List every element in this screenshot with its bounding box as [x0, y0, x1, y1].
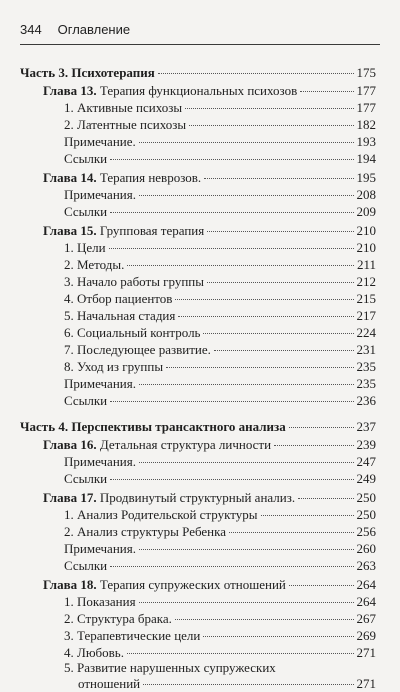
item-number: 1.: [64, 507, 74, 522]
item-title: Примечания.: [64, 541, 136, 556]
chapter-title: Терапия неврозов.: [99, 170, 202, 185]
item-number: 5.: [64, 660, 74, 675]
toc-item: [64, 594, 376, 610]
item-number: 6.: [64, 325, 74, 340]
dot-leader: [261, 515, 354, 516]
dot-leader: [214, 350, 354, 351]
page-ref: 210: [356, 240, 376, 255]
dot-leader: [143, 684, 353, 685]
dot-leader: [127, 653, 354, 654]
item-number: 3.: [64, 628, 74, 643]
item-title: Ссылки: [64, 471, 108, 486]
dot-leader: [289, 585, 354, 586]
toc-item: [64, 117, 376, 133]
item-number: 4.: [64, 645, 74, 660]
page-ref: 250: [356, 490, 376, 505]
page-ref: 267: [356, 611, 376, 626]
page-ref: 256: [356, 524, 376, 539]
item-number: 2.: [64, 257, 74, 272]
toc-item: [64, 471, 376, 487]
page-ref: 235: [356, 359, 376, 374]
dot-leader: [203, 636, 353, 637]
toc-item: [64, 134, 376, 150]
chapter-label: Глава 15.: [43, 223, 97, 238]
chapter-label: Глава 17.: [43, 490, 97, 505]
dot-leader: [110, 212, 353, 213]
item-title: Цели: [77, 240, 106, 255]
item-title: Показания: [77, 594, 136, 609]
header-rule: [20, 44, 380, 45]
page-ref: 264: [356, 577, 376, 592]
page-ref: 212: [356, 274, 376, 289]
page-ref: 210: [356, 223, 376, 238]
toc-item: [64, 393, 376, 409]
item-number: 2.: [64, 117, 74, 132]
dot-leader: [110, 566, 353, 567]
item-number: 1.: [64, 594, 74, 609]
page-ref: 271: [356, 645, 376, 660]
page-ref: 193: [356, 134, 376, 149]
toc-chapter-17: [43, 490, 376, 506]
toc-chapter-16: [43, 437, 376, 453]
dot-leader: [175, 299, 353, 300]
item-title: Латентные психозы: [77, 117, 187, 132]
dot-leader: [175, 619, 354, 620]
toc-item: [64, 151, 376, 167]
dot-leader: [274, 445, 353, 446]
chapter-title: Групповая терапия: [99, 223, 205, 238]
item-title: Любовь.: [77, 645, 124, 660]
toc-item: [64, 645, 376, 661]
item-title: Уход из группы: [77, 359, 164, 374]
item-number: 8.: [64, 359, 74, 374]
item-number: 4.: [64, 291, 74, 306]
item-number: 2.: [64, 524, 74, 539]
toc-item: [64, 257, 376, 273]
item-title: Начальная стадия: [77, 308, 176, 323]
toc-chapter-14: [43, 170, 376, 186]
page-ref: 263: [356, 558, 376, 573]
item-title: Терапевтические цели: [77, 628, 201, 643]
item-title: Ссылки: [64, 151, 108, 166]
toc-item: [64, 308, 376, 324]
item-title: Активные психозы: [77, 100, 183, 115]
dot-leader: [207, 282, 354, 283]
dot-leader: [204, 178, 353, 179]
item-title: Начало работы группы: [77, 274, 204, 289]
page-ref: 194: [356, 151, 376, 166]
page-ref: 236: [356, 393, 376, 408]
dot-leader: [139, 195, 354, 196]
page-ref: 239: [356, 437, 376, 452]
dot-leader: [110, 479, 353, 480]
page-ref: 249: [356, 471, 376, 486]
item-title: Развитие нарушенных супружеских: [77, 660, 276, 675]
page-number: 344: [20, 22, 42, 37]
chapter-label: Глава 16.: [43, 437, 97, 452]
page-ref: 215: [356, 291, 376, 306]
dot-leader: [178, 316, 353, 317]
page-ref: 271: [356, 676, 376, 691]
toc-chapter-13: [43, 83, 376, 99]
chapter-title: Детальная структура личности: [99, 437, 272, 452]
toc-part-4: [20, 419, 376, 435]
toc-item: [64, 541, 376, 557]
page-ref: 208: [356, 187, 376, 202]
toc-item: [64, 325, 376, 341]
chapter-label: Глава 13.: [43, 83, 97, 98]
item-number: 3.: [64, 274, 74, 289]
item-title: Социальный контроль: [77, 325, 201, 340]
page-ref: 217: [356, 308, 376, 323]
dot-leader: [139, 549, 354, 550]
page-ref: 235: [356, 376, 376, 391]
item-number: 1.: [64, 100, 74, 115]
toc-chapter-18: [43, 577, 376, 593]
toc-item: [64, 359, 376, 375]
item-number: 5.: [64, 308, 74, 323]
item-title: Примечания.: [64, 454, 136, 469]
dot-leader: [189, 125, 353, 126]
chapter-title: Продвинутый структурный анализ.: [99, 490, 296, 505]
toc-item: [64, 274, 376, 290]
page-ref: 237: [356, 419, 376, 434]
part-label: Часть 3.: [20, 65, 69, 80]
page-ref: 211: [356, 257, 376, 272]
item-title: отношений: [78, 676, 141, 691]
item-title: Примечания.: [64, 187, 136, 202]
toc-item: [64, 628, 376, 644]
page-ref: 182: [356, 117, 376, 132]
dot-leader: [158, 73, 354, 74]
toc-item: [64, 611, 376, 627]
running-title: Оглавление: [57, 22, 131, 37]
part-label: Часть 4.: [20, 419, 69, 434]
page-ref: 177: [356, 100, 376, 115]
page-ref: 231: [356, 342, 376, 357]
item-title: Примечания.: [64, 376, 136, 391]
item-title: Ссылки: [64, 393, 108, 408]
page-ref: 224: [356, 325, 376, 340]
page-ref: 175: [356, 65, 376, 80]
toc-item: [64, 454, 376, 470]
item-title: Структура брака.: [77, 611, 172, 626]
dot-leader: [207, 231, 353, 232]
item-title: Методы.: [77, 257, 125, 272]
page-ref: 260: [356, 541, 376, 556]
dot-leader: [203, 333, 353, 334]
page-ref: 264: [356, 594, 376, 609]
page-ref: 177: [356, 83, 376, 98]
toc-item: [64, 240, 376, 256]
dot-leader: [289, 427, 354, 428]
item-number: 7.: [64, 342, 74, 357]
dot-leader: [109, 248, 354, 249]
page-ref: 250: [356, 507, 376, 522]
page-ref: 209: [356, 204, 376, 219]
dot-leader: [139, 142, 354, 143]
item-title: Анализ Родительской структуры: [77, 507, 258, 522]
toc-item: [64, 507, 376, 523]
chapter-label: Глава 18.: [43, 577, 97, 592]
toc-item: [64, 291, 376, 307]
item-title: Примечание.: [64, 134, 136, 149]
toc-part-3: [20, 65, 376, 81]
item-number: 1.: [64, 240, 74, 255]
chapter-title: Терапия функциональных психозов: [99, 83, 298, 98]
dot-leader: [185, 108, 353, 109]
item-title: Отбор пациентов: [77, 291, 173, 306]
dot-leader: [298, 498, 353, 499]
item-title: Ссылки: [64, 558, 108, 573]
dot-leader: [229, 532, 353, 533]
page-ref: 195: [356, 170, 376, 185]
chapter-title: Терапия супружеских отношений: [99, 577, 286, 592]
page-ref: 269: [356, 628, 376, 643]
toc-item: [64, 558, 376, 574]
item-title: Ссылки: [64, 204, 108, 219]
dot-leader: [110, 159, 353, 160]
toc-item: [64, 204, 376, 220]
item-title: Последующее развитие.: [77, 342, 211, 357]
chapter-label: Глава 14.: [43, 170, 97, 185]
dot-leader: [139, 602, 354, 603]
item-number: 2.: [64, 611, 74, 626]
page-ref: 247: [356, 454, 376, 469]
toc-item: [64, 376, 376, 392]
part-title: Перспективы трансактного анализа: [71, 419, 286, 434]
dot-leader: [110, 401, 353, 402]
dot-leader: [139, 462, 354, 463]
dot-leader: [127, 265, 354, 266]
toc-chapter-15: [43, 223, 376, 239]
dot-leader: [300, 91, 353, 92]
part-title: Психотерапия: [71, 65, 155, 80]
dot-leader: [139, 384, 354, 385]
toc-item: [64, 524, 376, 540]
toc-item: [64, 342, 376, 358]
item-title: Анализ структуры Ребенка: [77, 524, 227, 539]
page-header: [20, 22, 380, 37]
toc-item-wrapped-cont: [78, 676, 376, 692]
toc-item: [64, 100, 376, 116]
dot-leader: [166, 367, 353, 368]
toc-item: [64, 187, 376, 203]
